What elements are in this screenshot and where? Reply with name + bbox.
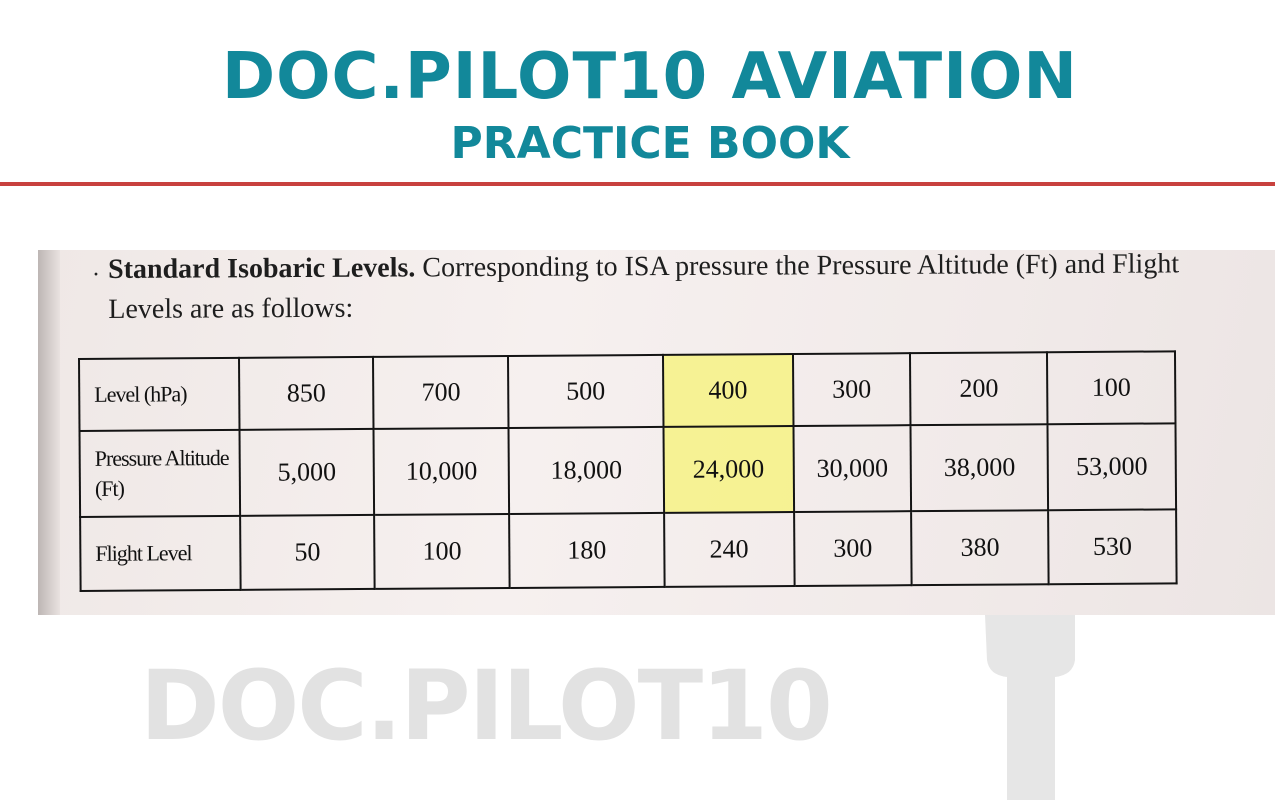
table-row-level xyxy=(79,351,1175,431)
table-cell: 700 xyxy=(373,356,508,429)
table-cell: 380 xyxy=(911,510,1048,585)
watermark-text: DOC.PILOT10 xyxy=(140,650,831,762)
table-cell: 5,000 xyxy=(239,429,374,516)
row-label: Level (hPa) xyxy=(79,358,239,431)
pilot-figure-icon xyxy=(985,615,1075,800)
header-divider xyxy=(0,182,1275,186)
table-cell: 30,000 xyxy=(793,425,911,512)
row-label: Flight Level xyxy=(80,516,240,591)
table-cell: 50 xyxy=(240,515,375,590)
table-row-flight-level xyxy=(80,509,1176,591)
table-cell-highlighted: 400 xyxy=(663,354,793,427)
table-cell: 10,000 xyxy=(374,428,509,515)
table-cell-highlighted: 24,000 xyxy=(663,426,793,513)
isobaric-levels-table xyxy=(78,350,1178,592)
table-cell: 100 xyxy=(1047,351,1175,424)
paragraph-heading: Standard Isobaric Levels. xyxy=(108,252,416,285)
bullet-mark: · xyxy=(92,262,100,288)
table-cell: 18,000 xyxy=(509,427,664,514)
table-cell: 850 xyxy=(239,357,374,430)
table-cell: 500 xyxy=(508,355,663,428)
table-cell: 38,000 xyxy=(911,424,1048,511)
table-cell: 300 xyxy=(793,353,911,426)
row-label: Pressure Altitude (Ft) xyxy=(80,430,240,517)
table-cell: 53,000 xyxy=(1048,423,1176,510)
table-cell: 100 xyxy=(374,514,509,589)
page-photo-shadow xyxy=(38,250,60,615)
table-cell: 240 xyxy=(664,512,794,587)
table-cell: 180 xyxy=(509,513,664,588)
intro-paragraph xyxy=(108,244,1228,330)
table-cell: 300 xyxy=(794,511,912,586)
brand-title: DOC.PILOT10 AVIATION xyxy=(222,40,1078,114)
paragraph-text: Corresponding to ISA pressure the Pressure Altitude (Ft) and Flight Levels are as follows: xyxy=(108,248,1180,325)
table-cell: 200 xyxy=(910,352,1047,425)
table-cell: 530 xyxy=(1048,509,1176,584)
page-header xyxy=(0,0,1275,186)
brand-subtitle: PRACTICE BOOK xyxy=(450,118,850,169)
table-row-pressure-altitude xyxy=(80,423,1177,517)
